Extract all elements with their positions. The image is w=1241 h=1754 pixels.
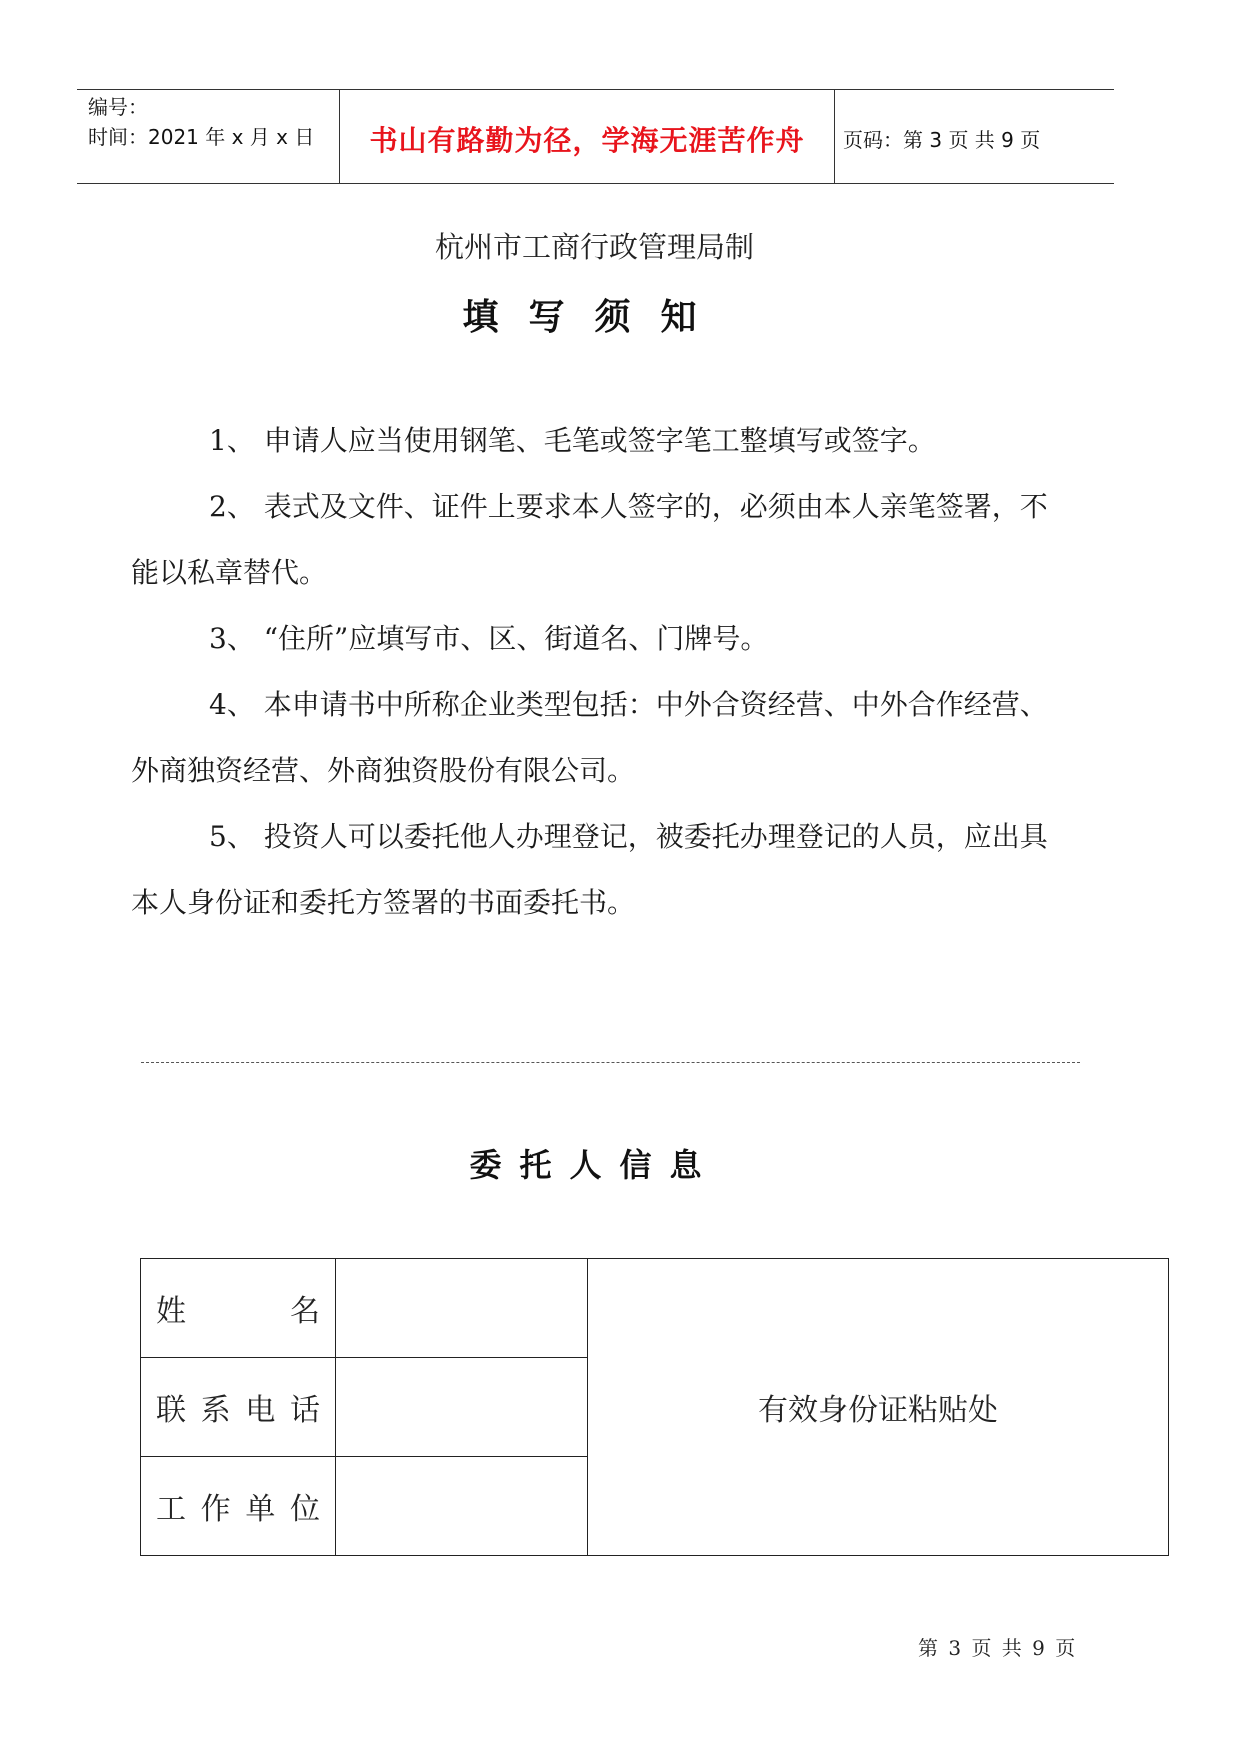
employer-field[interactable] xyxy=(336,1457,588,1556)
header-page-label: 页码：第 3 页 共 9 页 xyxy=(843,128,1041,152)
header-divider-left xyxy=(339,89,340,183)
id-photo-area: 有效身份证粘贴处 xyxy=(588,1259,1169,1556)
name-label: 姓名 xyxy=(141,1259,336,1358)
section-title: 委托人信息 xyxy=(469,1146,720,1184)
notice-item-2: 2、 表式及文件、证件上要求本人签字的，必须由本人亲笔签署，不能以私章替代。 xyxy=(131,490,1048,589)
name-field[interactable] xyxy=(336,1259,588,1358)
header-bottom-rule xyxy=(77,183,1114,184)
notice-title: 填写须知 xyxy=(462,296,727,338)
page-footer: 第 3 页 共 9 页 xyxy=(918,1636,1078,1660)
table-row xyxy=(141,1259,1169,1358)
notice-item-5: 5、 投资人可以委托他人办理登记，被委托办理登记的人员，应出具本人身份证和委托方签署的书面委托书。 xyxy=(131,820,1048,919)
notice-item-3: 3、 “住所”应填写市、区、街道名、门牌号。 xyxy=(209,622,769,655)
notice-item-1: 1、 申请人应当使用钢笔、毛笔或签字笔工整填写或签字。 xyxy=(209,424,936,457)
header-motto: 书山有路勤为径，学海无涯苦作舟 xyxy=(369,124,805,157)
header-meta xyxy=(88,92,314,152)
employer-label: 工作单位 xyxy=(141,1457,336,1556)
dashed-separator xyxy=(141,1062,1080,1063)
phone-label: 联系电话 xyxy=(141,1358,336,1457)
header-number-label: 编号： xyxy=(88,95,148,119)
entrustor-info-table xyxy=(140,1258,1169,1556)
phone-field[interactable] xyxy=(336,1358,588,1457)
header-time-label: 时间：2021 年 x 月 x 日 xyxy=(88,125,315,149)
notice-item-4: 4、 本申请书中所称企业类型包括：中外合资经营、中外合作经营、外商独资经营、外商独资股份有限公司。 xyxy=(131,688,1048,787)
issuer-line: 杭州市工商行政管理局制 xyxy=(434,230,754,264)
header-divider-right xyxy=(834,89,835,183)
header-top-rule xyxy=(77,89,1114,90)
